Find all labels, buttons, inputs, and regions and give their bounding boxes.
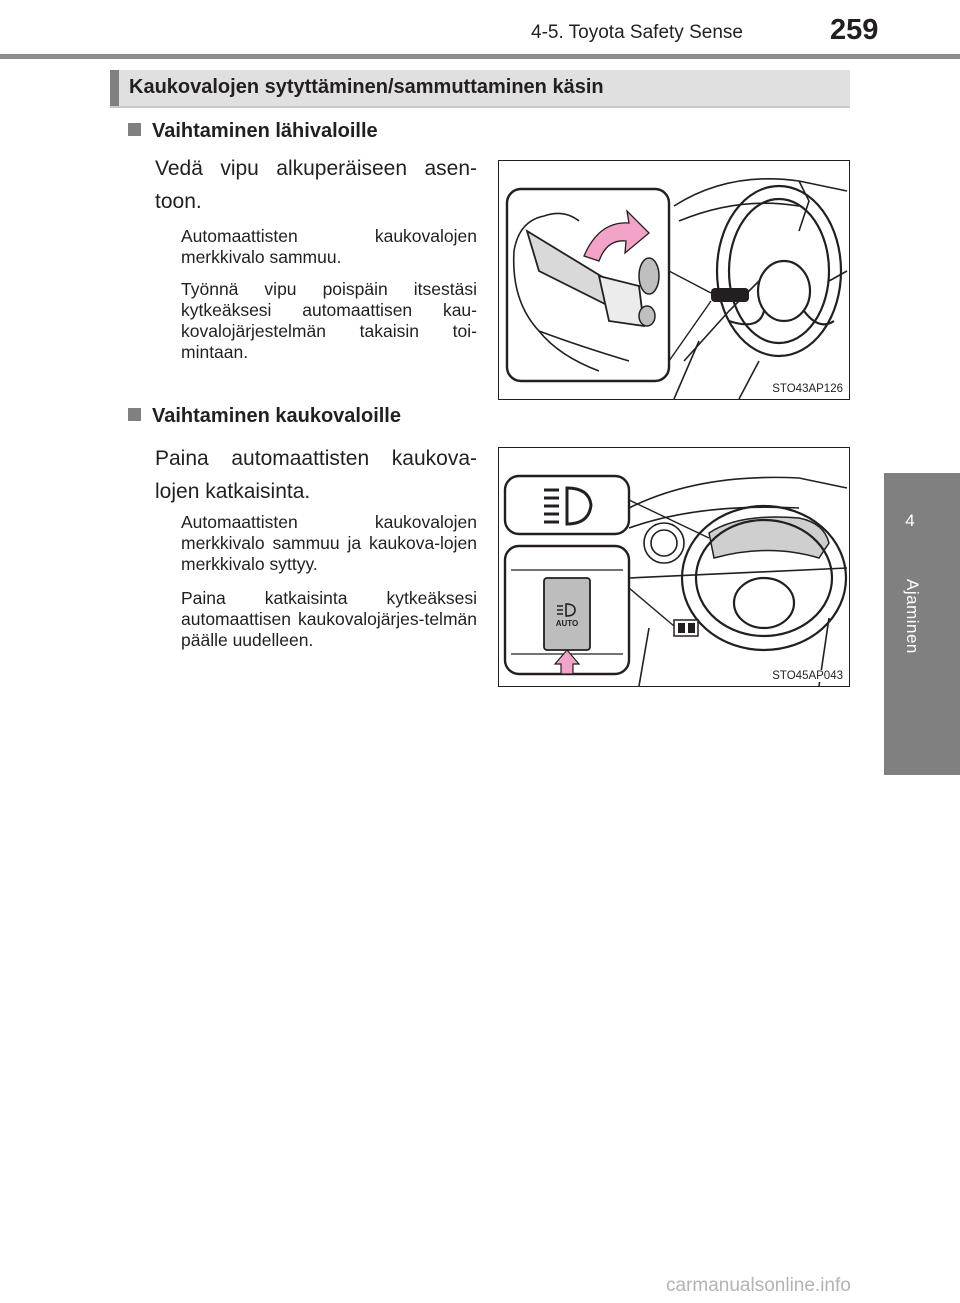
section-title-bar <box>110 70 850 108</box>
auto-label: AUTO <box>555 619 579 628</box>
subheading-low-beam-text: Vaihtaminen lähivaloille <box>152 120 378 142</box>
running-header: 4-5. Toyota Safety Sense <box>531 22 743 43</box>
figure-switch <box>498 447 850 687</box>
steering-wheel-icon <box>717 186 841 356</box>
subheading-high-beam-text: Vaihtaminen kaukovaloille <box>152 405 401 427</box>
switch-cluster-icon <box>674 620 698 636</box>
page-number: 259 <box>830 14 879 46</box>
stalk-icon <box>669 271 749 361</box>
auto-high-beam-switch <box>544 578 590 650</box>
watermark: carmanualsonline.info <box>666 1275 851 1296</box>
note-low-beam-2: Työnnä vipu poispäin itsestäsi kytkeäksesi automaattisen kau-kovalojärjestelmän takaisin toi-mintaan. <box>181 279 477 362</box>
note-high-beam-1: Automaattisten kaukovalojen merkkivalo sammuu ja kaukova-lojen merkkivalo syttyy. <box>181 512 477 574</box>
figure-lever <box>498 160 850 400</box>
header-rule <box>0 54 960 59</box>
chapter-tab-number: 4 <box>905 511 915 530</box>
switch-illustration <box>499 448 849 686</box>
subheading-low-beam <box>128 120 378 143</box>
figure-code-lever: STO43AP126 <box>769 383 843 395</box>
square-bullet-icon <box>128 123 141 136</box>
note-low-beam-1: Automaattisten kaukovalojen merkkivalo sammuu. <box>181 226 477 267</box>
note-high-beam-2: Paina katkaisinta kytkeäksesi automaattisen kaukovalojärjes-telmän päälle uudelleen. <box>181 588 477 650</box>
square-bullet-icon <box>128 408 141 421</box>
chapter-tab-label: Ajaminen <box>903 579 922 654</box>
instruction-high-beam: Paina automaattisten kaukova-lojen katkaisinta. <box>155 447 477 503</box>
subheading-high-beam <box>128 405 401 428</box>
section-title: Kaukovalojen sytyttäminen/sammuttaminen käsin <box>129 76 604 98</box>
instruction-low-beam: Vedä vipu alkuperäiseen asen-toon. <box>155 157 477 213</box>
section-bar-accent <box>110 70 119 106</box>
lever-illustration <box>499 161 849 399</box>
figure-code-switch: STO45AP043 <box>769 670 843 682</box>
chapter-tab[interactable] <box>884 473 960 775</box>
